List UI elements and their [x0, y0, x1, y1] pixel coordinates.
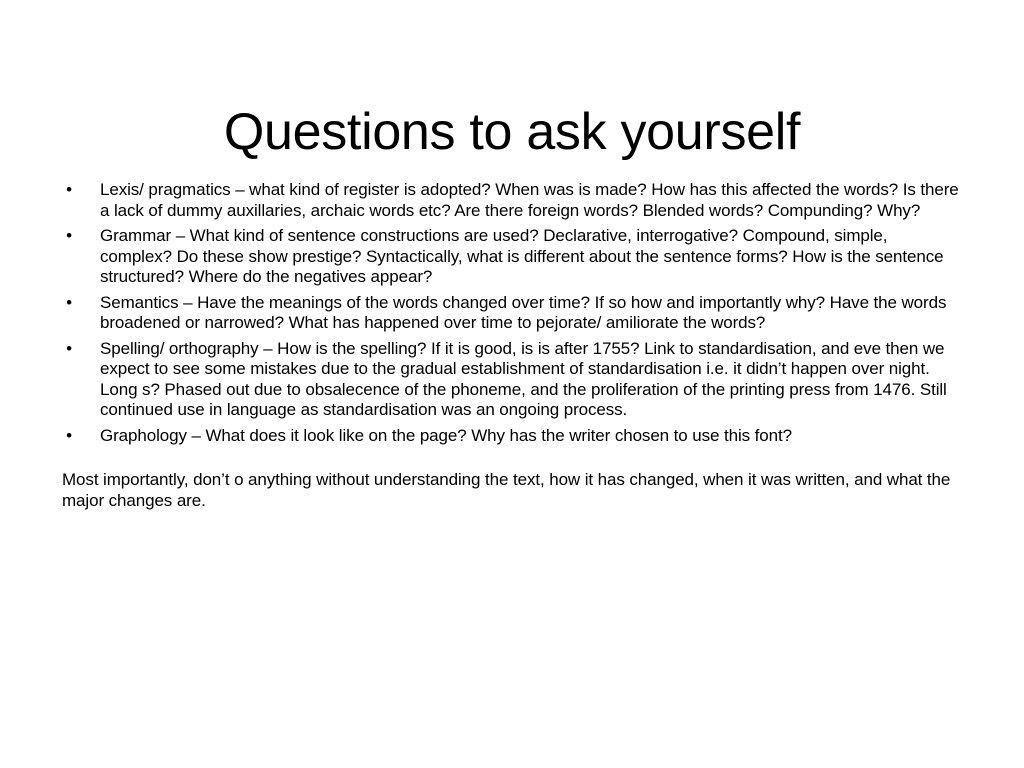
- list-item: [62, 226, 962, 288]
- list-item: [62, 426, 962, 447]
- bullet-text-lexis: Lexis/ pragmatics – what kind of register is adopted? When was is made? How has this affected the words? Is there a lack of dummy auxillaries, archaic words etc? Are there foreign words? Blended words? Compunding? Why?: [100, 180, 959, 220]
- slide-body: [62, 180, 962, 528]
- list-item: [62, 180, 962, 221]
- bullet-icon: •: [66, 180, 72, 199]
- closing-paragraph: Most importantly, don’t o anything without understanding the text, how it has changed, when it was written, and what the major changes are.: [62, 470, 951, 510]
- bullet-icon: •: [66, 338, 72, 358]
- list-item: [62, 339, 962, 421]
- bullet-text-semantics: Semantics – Have the meanings of the words changed over time? If so how and importantly why? Have the words broadened or narrowed? What has happened over time to pejorate/ amiliorate the words?: [100, 292, 947, 332]
- slide-title: Questions to ask yourself: [223, 102, 801, 161]
- bullet-text-graphology: Graphology – What does it look like on the page? Why has the writer chosen to use this font?: [100, 425, 792, 445]
- bullet-icon: •: [66, 292, 72, 312]
- bullet-icon: •: [66, 226, 72, 245]
- bullet-text-grammar: Grammar – What kind of sentence constructions are used? Declarative, interrogative? Compound, simple, complex? Do these show prestige? Syntactically, what is different about the sentence forms? How is the sentence structured? Where do the negatives appear?: [100, 226, 944, 286]
- bullet-list: [62, 180, 962, 446]
- bullet-text-spelling: Spelling/ orthography – How is the spelling? If it is good, is is after 1755? Link to standardisation, and eve then we expect to see some mistakes due to the gradual establishment of standardisation i.e. it didn’t happen over night. Long s? Phased out due to obsalecence of the phoneme, and the proliferation of the printing press from 1476. Still continued use in language as standardisation was an ongoing process.: [100, 338, 947, 419]
- bullet-icon: •: [66, 425, 72, 445]
- list-item: [62, 293, 962, 334]
